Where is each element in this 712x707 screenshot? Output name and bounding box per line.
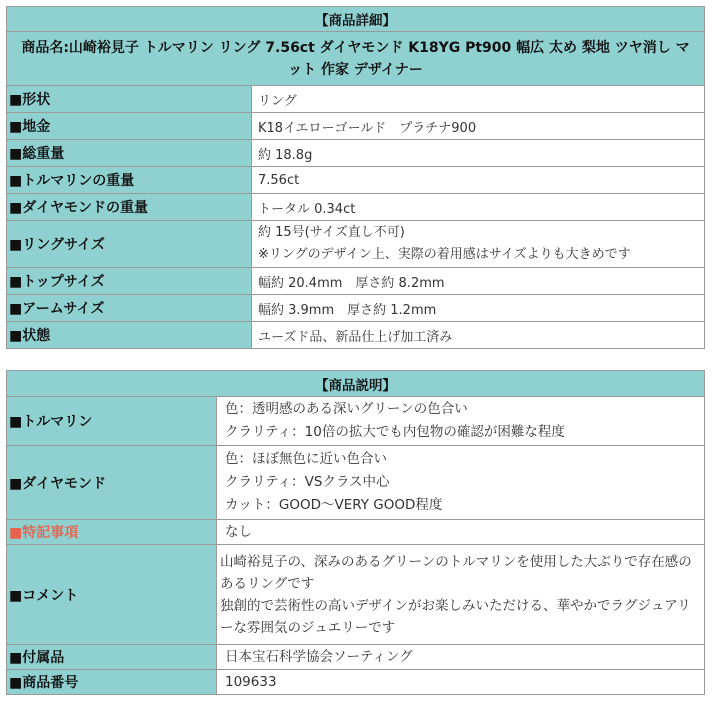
detail-value-line: 約 15号(サイズ直し不可): [258, 225, 405, 240]
detail-row: [7, 322, 705, 349]
detail-value: リング: [252, 86, 705, 113]
detail-value: 幅約 3.9mm 厚さ約 1.2mm: [252, 295, 705, 322]
description-value: [217, 446, 705, 520]
detail-label: ■状態: [7, 322, 252, 349]
description-value-line: クラリティ：10倍の拡大でも内包物の確認が困難な程度: [225, 424, 565, 440]
description-row: [7, 645, 705, 670]
description-value-line: 色：透明感のある深いグリーンの色合い: [225, 401, 468, 417]
special-notes-label: ■特記事項: [7, 520, 217, 545]
description-label: ■付属品: [7, 645, 217, 670]
detail-row: [7, 113, 705, 140]
details-table: [6, 6, 705, 349]
description-value-line: 色：ほぼ無色に近い色合い: [225, 451, 387, 467]
detail-row: [7, 221, 705, 268]
detail-value: K18イエローゴールド プラチナ900: [252, 113, 705, 140]
comment-paragraph: 山崎裕見子の、深みのあるグリーンのトルマリンを使用した大ぶりで存在感のあるリングです: [220, 553, 692, 592]
detail-value: 約 18.8g: [252, 140, 705, 167]
description-value: なし: [217, 520, 705, 545]
description-row: [7, 545, 705, 645]
description-row: [7, 397, 705, 446]
detail-label: ■トップサイズ: [7, 268, 252, 295]
description-label: ■ダイヤモンド: [7, 446, 217, 520]
description-row: [7, 520, 705, 545]
detail-value: [252, 221, 705, 268]
description-row: [7, 446, 705, 520]
comment-value: [217, 545, 705, 645]
detail-value: 幅約 20.4mm 厚さ約 8.2mm: [252, 268, 705, 295]
description-row: [7, 670, 705, 695]
description-value-line: クラリティ：VSクラス中心: [225, 474, 390, 490]
detail-value: トータル 0.34ct: [252, 194, 705, 221]
detail-value: ユーズド品、新品仕上げ加工済み: [252, 322, 705, 349]
detail-label: ■地金: [7, 113, 252, 140]
description-label: ■コメント: [7, 545, 217, 645]
detail-row: [7, 268, 705, 295]
details-header: 【商品詳細】: [7, 7, 705, 32]
detail-row: [7, 86, 705, 113]
detail-row: [7, 295, 705, 322]
description-value: 109633: [217, 670, 705, 695]
detail-label: ■アームサイズ: [7, 295, 252, 322]
detail-label: ■トルマリンの重量: [7, 167, 252, 194]
description-header: 【商品説明】: [7, 371, 705, 397]
description-label: ■商品番号: [7, 670, 217, 695]
detail-value: 7.56ct: [252, 167, 705, 194]
description-label: ■トルマリン: [7, 397, 217, 446]
description-value: [217, 397, 705, 446]
comment-paragraph: 独創的で芸術性の高いデザインがお楽しみいただける、華やかでラグジュアリーな雰囲気のジュエリーです: [220, 597, 691, 636]
product-title: 商品名:山崎裕見子 トルマリン リング 7.56ct ダイヤモンド K18YG Pt900 幅広 太め 梨地 ツヤ消し マット 作家 デザイナー: [7, 32, 705, 86]
detail-label: ■形状: [7, 86, 252, 113]
detail-row: [7, 167, 705, 194]
description-value-line: カット：GOOD～VERY GOOD程度: [225, 497, 443, 513]
detail-row: [7, 140, 705, 167]
description-table: [6, 370, 705, 695]
detail-value-line: ※リングのデザイン上、実際の着用感はサイズよりも大きめです: [258, 247, 631, 262]
detail-label: ■ダイヤモンドの重量: [7, 194, 252, 221]
detail-label: ■総重量: [7, 140, 252, 167]
description-value: 日本宝石科学協会ソーティング: [217, 645, 705, 670]
detail-row: [7, 194, 705, 221]
detail-label: ■リングサイズ: [7, 221, 252, 268]
